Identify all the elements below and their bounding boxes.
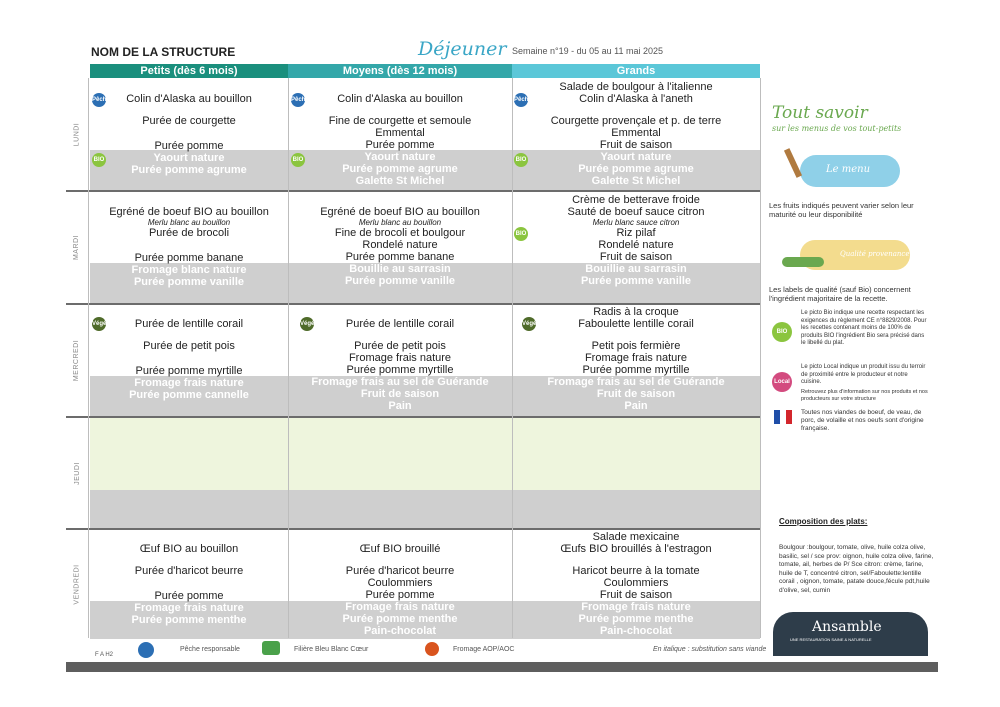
sidebar-text-local: Le picto Local indique un produit issu du terroir de proximité entre le producteur et notre cuisine. [801, 364, 926, 385]
peche-icon: Pêche [92, 93, 106, 107]
spoon-icon [784, 148, 802, 178]
bio-icon: BIO [772, 322, 792, 342]
bio-icon: BIO [514, 227, 528, 241]
peche-icon [138, 642, 154, 658]
column-header-moyens: Moyens (dès 12 mois) [288, 64, 512, 78]
peche-icon: Pêche [514, 93, 528, 107]
menu-mardi-grands: Crème de betterave froide Sauté de boeuf sauce citron Merlu blanc sauce citron Riz pilaf Rondelé nature Fruit de saison Bouillie au sarrasin Purée pomme vanille [567, 194, 705, 287]
bio-icon: BIO [514, 153, 528, 167]
peche-icon: Pêche [291, 93, 305, 107]
week-label: Semaine n°19 - du 05 au 11 mai 2025 [512, 46, 664, 56]
bottom-bar [66, 662, 938, 672]
footer-peche: Pêche responsable [180, 646, 240, 653]
footer-code: F A H2 [95, 652, 114, 658]
menu-mercredi-moyens: Purée de lentille corail Purée de petit pois Fromage frais nature Purée pomme myrtille Fromage frais au sel de Guérande Fruit de saison Pain [311, 318, 489, 412]
menu-mercredi-petits: Purée de lentille corail Purée de petit pois Purée pomme myrtille Fromage frais nature Purée pomme cannelle [129, 318, 249, 401]
meal-title: Déjeuner [418, 38, 507, 60]
day-label-jeudi: JEUDI [73, 461, 81, 485]
local-icon: Local [772, 372, 792, 392]
composition-text: Boulgour :boulgour, tomate, olive, huile colza olive, basilic, sel / sce prov: oignon, huile colza olive, farine, tomate, ail, herbes de P/ Sce citron: crème, farine, huile de T, concentré citron, sel/Faboulette:lentille corail , oignon, tomate, patate douce,fécule pdt,huile d'olive, sel, cumin [779, 544, 934, 594]
sidebar-subtitle: sur les menus de vos tout-petits [772, 124, 902, 133]
menu-mardi-petits: Egréné de boeuf BIO au bouillon Merlu blanc au bouillon Purée de brocoli Purée pomme banane Fromage blanc nature Purée pomme vanille [109, 206, 269, 288]
bio-icon: BIO [92, 153, 106, 167]
menu-cloud-label: Le menu [826, 164, 871, 175]
aop-icon [425, 642, 439, 656]
menu-lundi-moyens: Colin d'Alaska au bouillon Fine de courgette et semoule Emmental Purée pomme Yaourt nature Purée pomme agrume Galette St Michel [328, 93, 472, 187]
vege-icon: Végé [522, 317, 536, 331]
france-flag-icon [774, 410, 792, 424]
column-header-petits: Petits (dès 6 mois) [90, 64, 288, 78]
sidebar-title: Tout savoir [772, 103, 868, 123]
menu-vendredi-petits: Œuf BIO au bouillon Purée d'haricot beurre Purée pomme Fromage frais nature Purée pomme menthe [131, 543, 247, 626]
menu-lundi-grands: Salade de boulgour à l'italienne Colin d'Alaska à l'aneth Courgette provençale et p. de terre Emmental Fruit de saison Yaourt nature Purée pomme agrume Galette St Michel [550, 81, 722, 187]
column-header-grands: Grands [512, 64, 760, 78]
menu-vendredi-moyens: Œuf BIO brouillé Purée d'haricot beurre Coulommiers Purée pomme Fromage frais nature Purée pomme menthe Pain-chocolat [342, 543, 458, 637]
bio-icon: BIO [291, 153, 305, 167]
sidebar-text-france: Toutes nos viandes de boeuf, de veau, de porc, de volaille et nos oeufs sont d'origine française. [801, 409, 924, 432]
vege-icon: Végé [300, 317, 314, 331]
footer-note: En italique : substitution sans viande [653, 646, 767, 653]
vege-icon: Végé [92, 317, 106, 331]
menu-vendredi-grands: Salade mexicaine Œufs BIO brouillés à l'estragon Haricot beurre à la tomate Coulommiers Fruit de saison Fromage frais nature Purée pomme menthe Pain-chocolat [560, 531, 712, 637]
day-label-mardi: MARDI [73, 234, 81, 261]
logo-text: Ansamble [812, 619, 882, 635]
day-label-lundi: LUNDI [73, 122, 81, 146]
logo-subtitle: UNE RESTAURATION SAINE & NATURELLE [790, 637, 872, 642]
composition-title: Composition des plats: [779, 517, 868, 526]
menu-mercredi-grands: Radis à la croque Faboulette lentille corail Petit pois fermière Fromage frais nature Purée pomme myrtille Fromage frais au sel de Guérande Fruit de saison Pain [547, 306, 725, 412]
footer-aop: Fromage AOP/AOC [453, 646, 515, 653]
sidebar-text-labels: Les labels de qualité (sauf Bio) concernent l'ingrédient majoritaire de la recette. [769, 285, 911, 303]
bean-icon [782, 257, 824, 267]
quality-cloud-label: Qualité provenance [840, 250, 910, 258]
footer-bbc: Filière Bleu Blanc Cœur [294, 646, 369, 653]
menu-lundi-petits: Colin d'Alaska au bouillon Purée de courgette Purée pomme Yaourt nature Purée pomme agrume [126, 93, 252, 176]
menu-mardi-moyens: Egréné de boeuf BIO au bouillon Merlu blanc au bouillon Fine de brocoli et boulgour Rondelé nature Purée pomme banane Bouillie au sarrasin Purée pomme vanille [320, 206, 480, 287]
sidebar-text-local-more: Retrouvez plus d'information sur nos produits et nos producteurs sur votre structure [801, 389, 928, 402]
sidebar-text-fruits: Les fruits indiqués peuvent varier selon leur maturité ou leur disponibilité [769, 201, 914, 219]
day-label-mercredi: MERCREDI [73, 339, 81, 382]
bleu-blanc-coeur-icon [262, 641, 280, 655]
sidebar-text-bio: Le picto Bio indique une recette respectant les exigences du règlement CE n°8829/2008. Pour les recettes contenant moins de 100% de produits BIO l'ingrédient Bio sera précisé dans le libellé du plat. [801, 310, 927, 346]
day-label-vendredi: VENDREDI [73, 564, 81, 605]
structure-name: NOM DE LA STRUCTURE [91, 45, 236, 59]
